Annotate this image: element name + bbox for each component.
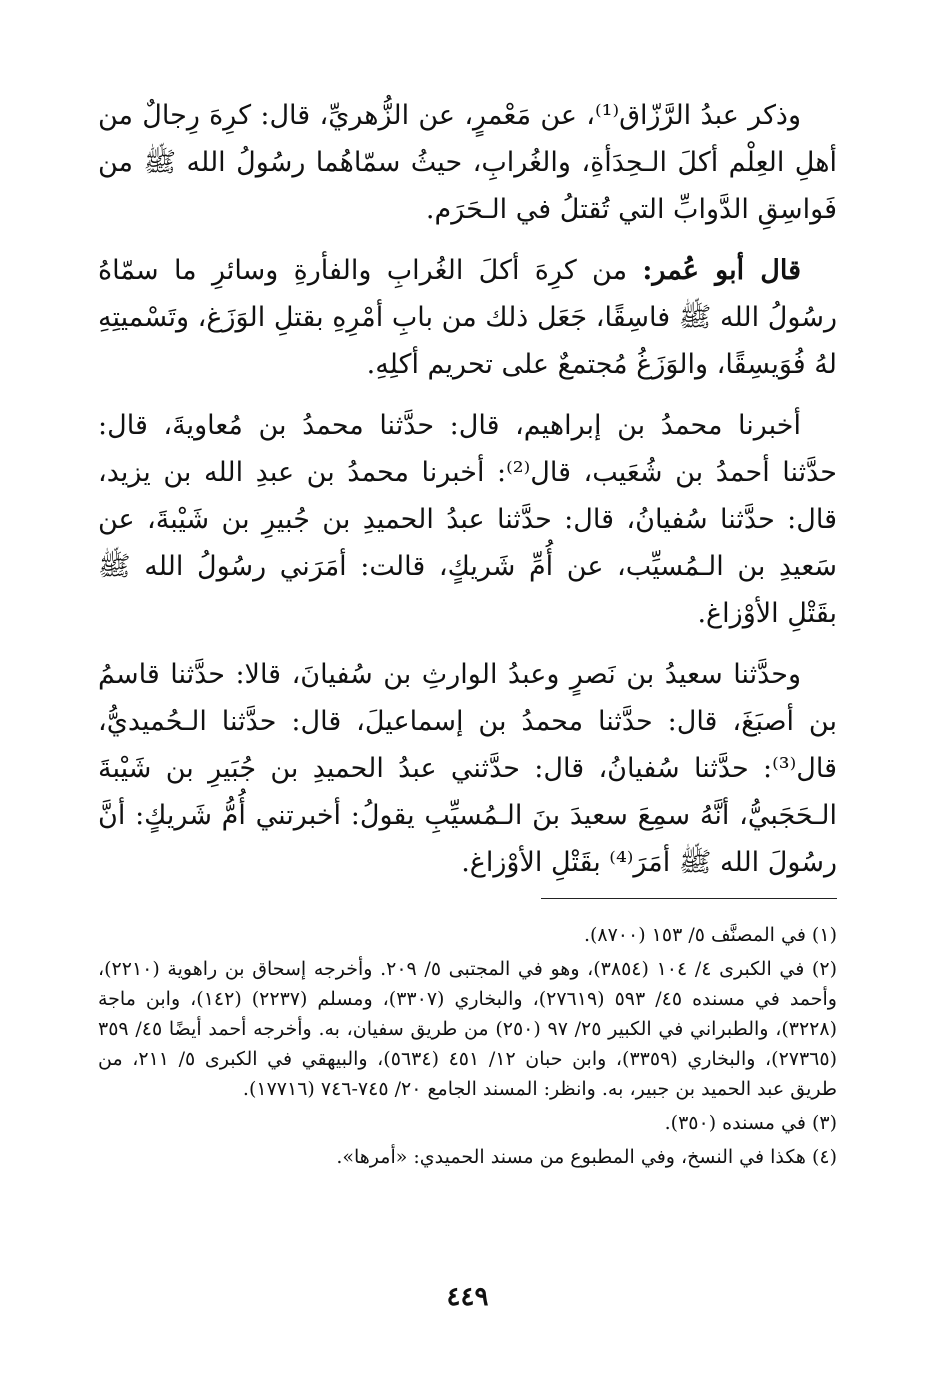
footnote-4: (٤) هكذا في النسخ، وفي المطبوع من مسند الحميدي: «أمرها». (336, 1146, 837, 1168)
footnotes (98, 920, 837, 1176)
paragraph-1 (98, 92, 837, 233)
footnote-separator (541, 898, 837, 899)
paragraph-4-text: وحدَّثنا سعيدُ بن نَصرٍ وعبدُ الوارثِ بن سُفيانَ، قالا: حدَّثنا قاسمُ بن أصبَغَ، قال: حدَّثنا محمدُ بن إسماعيلَ، قال: حدَّثنا الـحُميديُّ، قال⁽³⁾: حدَّثنا سُفيانُ، قال: حدَّثني عبدُ الحميدِ بن جُبَيرِ بن شَيْبةَ الـحَجَبيُّ، أنَّهُ سمِعَ سعيدَ بنَ الـمُسيِّبِ يقولُ: أخبرتني أُمُّ شَريكٍ: أنَّ رسُولَ الله ﷺ أمَرَ⁽⁴⁾ بقَتْلِ الأوْزاغ. (98, 659, 837, 878)
book-page (98, 92, 837, 1375)
main-text (98, 92, 837, 886)
paragraph-2 (98, 247, 837, 388)
paragraph-3-text: أخبرنا محمدُ بن إبراهيم، قال: حدَّثنا محمدُ بن مُعاويةَ، قال: حدَّثنا أحمدُ بن شُعَيب، قال⁽²⁾: أخبرنا محمدُ بن عبدِ الله بن يزيد، قال: حدَّثنا سُفيانُ، قال: حدَّثنا عبدُ الحميدِ بن جُبيرِ بن شَيْبةَ، عن سَعيدِ بن الـمُسيِّب، عن أُمِّ شَريكٍ، قالت: أمَرَني رسُولُ الله ﷺ بقَتْلِ الأوْزاغ. (98, 410, 837, 629)
paragraph-3 (98, 402, 837, 637)
paragraph-1-text: وذكر عبدُ الرَّزّاق⁽¹⁾، عن مَعْمرٍ، عن الزُّهريِّ، قال: كرِهَ رِجالٌ من أهلِ العِلْم أكلَ الـحِدَأةِ، والغُرابِ، حيثُ سمّاهُما رسُولُ الله ﷺ من فَواسِقِ الدَّوابِّ التي تُقتلُ في الـحَرَم. (98, 100, 837, 225)
footnote-2: (٢) في الكبرى ٤/ ١٠٤ (٣٨٥٤)، وهو في المجتبى ٥/ ٢٠٩. وأخرجه إسحاق بن راهوية (٢٢١٠)، وأحمد في مسنده ٤٥/ ٥٩٣ (٢٧٦١٩)، والبخاري (٣٣٠٧)، ومسلم (٢٢٣٧) (١٤٢)، وابن ماجة (٣٢٢٨)، والطبراني في الكبير ٢٥/ ٩٧ (٢٥٠) من طريق سفيان، به. وأخرجه أحمد أيضًا ٤٥/ ٣٥٩ (٢٧٣٦٥)، والبخاري (٣٣٥٩)، وابن حبان ١٢/ ٤٥١ (٥٦٣٤)، والبيهقي في الكبرى ٥/ ٢١١، من طريق عبد الحميد بن جبير، به. وانظر: المسند الجامع ٢٠/ ٧٤٥-٧٤٦ (١٧٧١٦). (98, 958, 838, 1100)
page-number: ٤٤٩ (446, 1282, 489, 1312)
footnote-1: (١) في المصنَّف ٥/ ١٥٣ (٨٧٠٠). (583, 924, 837, 946)
paragraph-2-text: من كرِهَ أكلَ الغُرابِ والفأرةِ وسائرِ ما سمّاهُ رسُولُ الله ﷺ فاسِقًا، جَعَل ذلك من بابِ أمْرِهِ بقتلِ الوَزَغ، وتَسْميتِهِ لهُ فُوَيسِقًا، والوَزَغُ مُجتمعٌ على تحريم أكلِهِ. (98, 255, 837, 380)
footnote-3: (٣) في مسنده (٣٥٠). (664, 1112, 837, 1134)
paragraph-4 (98, 651, 837, 886)
paragraph-2-lead: قال أبو عُمر: (642, 255, 801, 286)
